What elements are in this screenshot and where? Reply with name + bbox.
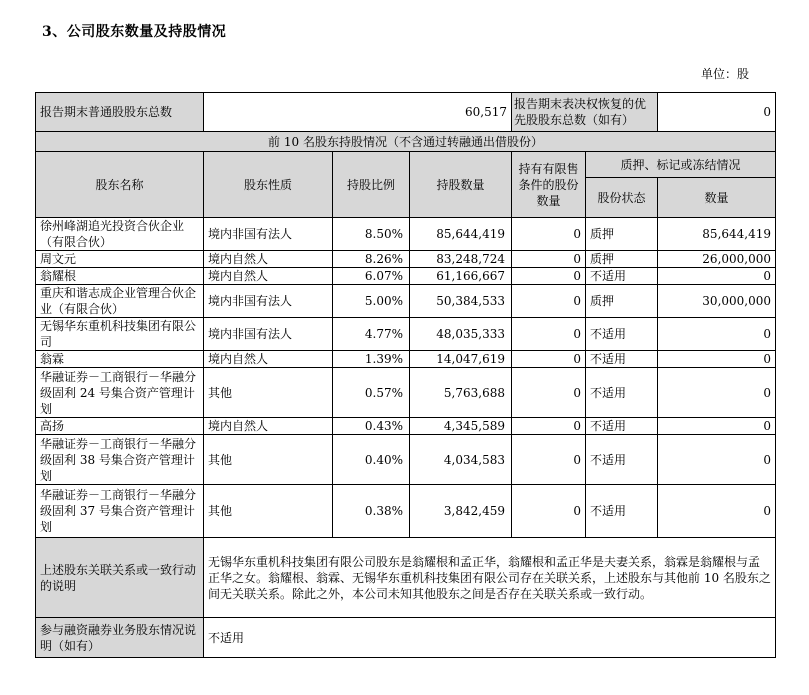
common-holders-value: 60,517 [204,93,512,132]
table-row [36,368,776,418]
common-holders-label: 报告期末普通股股东总数 [36,93,204,132]
holder-restricted: 0 [512,318,586,351]
holder-status: 不适用 [586,418,658,435]
holder-status: 不适用 [586,435,658,485]
holder-pledged: 0 [658,418,776,435]
holder-nature: 境内非国有法人 [204,285,333,318]
holder-pledged: 0 [658,435,776,485]
holder-amount: 85,644,419 [410,218,512,251]
holder-name: 无锡华东重机科技集团有限公司 [36,318,204,351]
table-row [36,485,776,538]
holder-amount: 5,763,688 [410,368,512,418]
holder-ratio: 6.07% [333,268,410,285]
holder-name: 翁耀根 [36,268,204,285]
header-pledge-amount: 数量 [658,178,776,218]
header-restricted: 持有有限售条件的股份数量 [512,152,586,218]
holder-status: 质押 [586,251,658,268]
holder-nature: 其他 [204,435,333,485]
holder-restricted: 0 [512,351,586,368]
holder-ratio: 8.26% [333,251,410,268]
holder-pledged: 0 [658,351,776,368]
holder-name: 高扬 [36,418,204,435]
holder-pledged: 26,000,000 [658,251,776,268]
holder-name: 华融证券－工商银行－华融分级固利 24 号集合资产管理计划 [36,368,204,418]
holder-ratio: 0.38% [333,485,410,538]
header-name: 股东名称 [36,152,204,218]
holder-name: 华融证券－工商银行－华融分级固利 38 号集合资产管理计划 [36,435,204,485]
preferred-holders-label: 报告期末表决权恢复的优先股股东总数（如有） [512,93,658,132]
holder-amount: 61,166,667 [410,268,512,285]
table-row [36,251,776,268]
holder-nature: 其他 [204,368,333,418]
holder-amount: 14,047,619 [410,351,512,368]
holder-pledged: 30,000,000 [658,285,776,318]
holder-nature: 境内自然人 [204,351,333,368]
table-row [36,318,776,351]
header-pledge-status: 股份状态 [586,178,658,218]
holder-pledged: 0 [658,368,776,418]
holder-ratio: 4.77% [333,318,410,351]
holder-status: 不适用 [586,268,658,285]
holder-status: 不适用 [586,351,658,368]
relation-row [36,538,776,618]
holder-name: 徐州峰湖追光投资合伙企业（有限合伙） [36,218,204,251]
holder-nature: 境内自然人 [204,251,333,268]
table-row [36,418,776,435]
relation-text: 无锡华东重机科技集团有限公司股东是翁耀根和孟正华，翁耀根和孟正华是夫妻关系，翁霖是翁耀根与孟正华之女。翁耀根、翁霖、无锡华东重机科技集团有限公司存在关联关系，上述股东与其他前 10 名股东之间无关联关系。除此之外，本公司未知其他股东之间是否存在关联关系或一致行动。 [204,538,776,618]
margin-trading-row [36,618,776,658]
shareholders-table [35,92,776,658]
margin-trading-label: 参与融资融券业务股东情况说明（如有） [36,618,204,658]
holder-restricted: 0 [512,418,586,435]
holder-status: 不适用 [586,485,658,538]
holder-amount: 83,248,724 [410,251,512,268]
holder-ratio: 1.39% [333,351,410,368]
table-row [36,351,776,368]
holder-status: 质押 [586,218,658,251]
top10-title: 前 10 名股东持股情况（不含通过转融通出借股份） [36,132,776,152]
preferred-holders-value: 0 [658,93,776,132]
holder-name: 华融证券－工商银行－华融分级固利 37 号集合资产管理计划 [36,485,204,538]
holder-restricted: 0 [512,368,586,418]
holder-nature: 境内自然人 [204,418,333,435]
holder-ratio: 0.40% [333,435,410,485]
relation-label: 上述股东关联关系或一致行动的说明 [36,538,204,618]
holder-ratio: 8.50% [333,218,410,251]
holder-ratio: 0.43% [333,418,410,435]
holder-name: 翁霖 [36,351,204,368]
holder-pledged: 0 [658,318,776,351]
section-title: 3、公司股东数量及持股情况 [42,24,227,40]
holder-restricted: 0 [512,251,586,268]
holder-amount: 4,034,583 [410,435,512,485]
top10-title-row [36,132,776,152]
header-pledge-group: 质押、标记或冻结情况 [586,152,776,178]
header-row-1 [36,152,776,178]
holder-pledged: 0 [658,268,776,285]
holder-restricted: 0 [512,285,586,318]
holder-nature: 境内非国有法人 [204,318,333,351]
holder-nature: 境内自然人 [204,268,333,285]
holder-restricted: 0 [512,268,586,285]
table-row [36,268,776,285]
holder-amount: 4,345,589 [410,418,512,435]
header-nature: 股东性质 [204,152,333,218]
table-row [36,218,776,251]
holder-restricted: 0 [512,485,586,538]
holder-status: 不适用 [586,368,658,418]
holder-name: 重庆和谐志成企业管理合伙企业（有限合伙） [36,285,204,318]
unit-label: 单位：股 [701,67,750,81]
holder-amount: 48,035,333 [410,318,512,351]
margin-trading-value: 不适用 [204,618,776,658]
summary-row [36,93,776,132]
header-amount: 持股数量 [410,152,512,218]
holder-ratio: 5.00% [333,285,410,318]
holder-amount: 3,842,459 [410,485,512,538]
table-row [36,285,776,318]
holder-name: 周文元 [36,251,204,268]
holder-nature: 境内非国有法人 [204,218,333,251]
table-row [36,435,776,485]
holder-pledged: 0 [658,485,776,538]
holder-ratio: 0.57% [333,368,410,418]
holder-nature: 其他 [204,485,333,538]
holder-status: 质押 [586,285,658,318]
holder-amount: 50,384,533 [410,285,512,318]
holder-restricted: 0 [512,435,586,485]
holder-pledged: 85,644,419 [658,218,776,251]
holder-restricted: 0 [512,218,586,251]
header-ratio: 持股比例 [333,152,410,218]
holder-status: 不适用 [586,318,658,351]
